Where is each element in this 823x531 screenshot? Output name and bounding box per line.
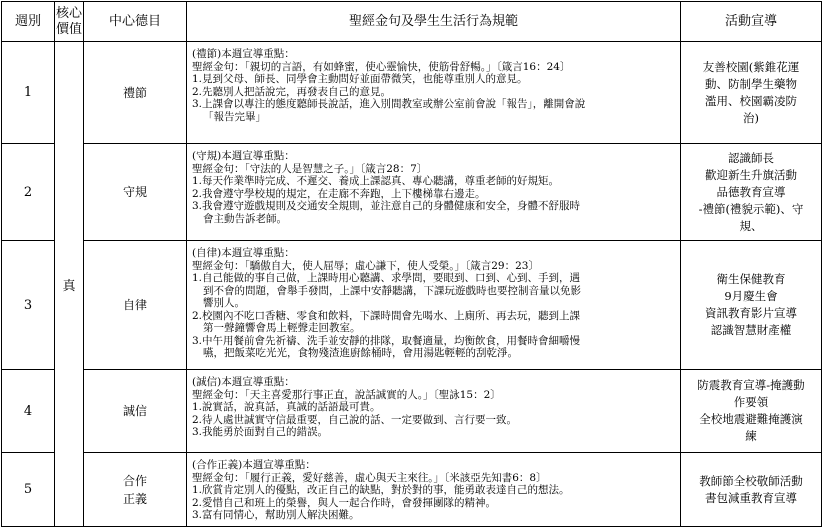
virtue-cell [84, 370, 187, 453]
weekly-schedule-table [1, 1, 822, 527]
content-cell [187, 241, 681, 370]
week-number: 3 [2, 241, 55, 370]
content-line: 2.先聽別人把話說完，再發表自己的意見。 [192, 85, 392, 98]
virtue-line: 禮節 [122, 85, 147, 100]
table-row [2, 453, 822, 527]
activity-line: 作要領 [733, 395, 769, 409]
table-row [2, 42, 822, 144]
header-core-value-line: 價值 [55, 21, 82, 37]
activity-line: 歡迎新生升旗活動 [705, 167, 797, 182]
content-line: 3.我能勇於面對自己的錯誤。 [192, 426, 329, 438]
virtue-line: 正義 [122, 491, 147, 506]
content-cell [187, 42, 681, 144]
table-row [2, 241, 822, 370]
activity-line: 友善校園(紫錐花運 [702, 59, 800, 74]
week-number: 4 [2, 370, 55, 453]
activity-line: 認識智慧財產權 [710, 323, 792, 337]
activity-cell [681, 42, 822, 144]
activity-line: -禮節(禮貌示範)、守 [698, 201, 804, 216]
activity-line: 認識師長 [728, 150, 774, 165]
header-core-value [55, 2, 84, 42]
table-row [2, 370, 822, 453]
content-line: 3.上課會以專注的態度聽師長說話，進入別間教室或辦公室前會說「報告」，離開會說 [192, 98, 586, 110]
content-cell [187, 144, 681, 241]
content-line: 3.中午用餐前會先祈禱、洗手並安靜的排隊，取餐適量，均衡飲食，用餐時會細嚼慢 [192, 334, 581, 347]
content-line: 聖經金句：「驕傲自大，使人屈辱；虛心謙下，使人受榮。」〔箴言29：23〕 [192, 259, 539, 272]
header-row [2, 2, 822, 42]
core-value-cell: 真 [55, 42, 84, 527]
content-line: 1.自己能做的事自己做，上課時用心聽講、求學問，要眼到、口到、心到、手到，遇 [192, 272, 581, 284]
content-cell [187, 370, 681, 453]
content-line: 第一聲鐘響會馬上輕聲走回教室。 [203, 322, 361, 334]
virtue-line: 自律 [122, 298, 147, 312]
table-row [2, 144, 822, 241]
content-line: 聖經金句：「天主喜愛那行事正直，說話誠實的人。」〔聖詠15：2〕 [192, 388, 501, 401]
content-line: 「報告完畢」 [203, 110, 266, 123]
content-line: (誠信)本週宣導重點： [192, 376, 295, 388]
activity-line: 資訊教育影片宣導 [705, 306, 797, 320]
content-line: 2.待人處世誠實守信最重要，自己說的話、一定要做到、言行要一致。 [192, 413, 518, 426]
content-line: 3.富有同情心，幫助別人解決困難。 [192, 509, 360, 521]
virtue-cell [84, 144, 187, 241]
content-line: 會主動告訴老師。 [203, 212, 287, 225]
content-line: 聖經金句：「守法的人是智慧之子。」〔箴言28：7〕 [192, 162, 428, 175]
activity-line: 練 [745, 429, 757, 443]
activity-line: 教師節全校敬師活動 [699, 473, 803, 488]
virtue-line: 誠信 [122, 404, 147, 418]
activity-line: 規、 [739, 218, 763, 233]
activity-line: 治) [743, 110, 759, 125]
week-number: 1 [2, 42, 55, 144]
header-virtue: 中心德目 [84, 2, 187, 42]
header-activity: 活動宣導 [681, 2, 822, 42]
activity-line: 品德教育宣導 [716, 184, 786, 199]
activity-line: 全校地震避難掩護演 [699, 412, 803, 426]
virtue-line: 合作 [122, 473, 147, 488]
activity-line: 防震教育宣導-掩護動 [697, 378, 805, 392]
virtue-cell [84, 241, 187, 370]
content-line: 到不會的問題，會舉手發問，上課中安靜聽講，下課玩遊戲時也要控制音量以免影 [203, 284, 581, 297]
header-week: 週別 [2, 2, 55, 42]
activity-cell [681, 370, 822, 453]
activity-line: 9月慶生會 [724, 289, 778, 303]
content-line: 響別人。 [203, 297, 245, 309]
content-line: 聖經金句：「親切的言語，有如蜂蜜，使心靈愉快，使筋骨舒暢。」〔箴言16：24〕 [192, 60, 571, 73]
activity-line: 書包減重教育宣導 [705, 490, 797, 505]
content-line: 3.我會遵守遊戲規則及交通安全規則，並注意自己的身體健康和安全，身體不舒服時 [192, 200, 581, 212]
content-line: 1.見到父母、師長、同學會主動問好並面帶微笑，也能尊重別人的意見。 [192, 73, 528, 85]
content-line: (自律)本週宣導重點： [192, 247, 295, 259]
header-content: 聖經金句及學生生活行為規範 [187, 2, 681, 42]
content-line: (守規)本週宣導重點： [192, 150, 295, 162]
virtue-line: 守規 [122, 185, 147, 199]
activity-cell [681, 241, 822, 370]
content-line: 聖經金句：「履行正義，愛好慈善，虛心與天主來往。」〔米該亞先知書6：8〕 [192, 471, 547, 484]
content-line: 2.我會遵守學校規的規定，在走廊不奔跑，上下樓梯靠右邊走。 [192, 187, 486, 200]
content-line: (合作正義)本週宣導重點： [192, 459, 316, 471]
activity-line: 濫用、校園霸凌防 [705, 93, 797, 108]
virtue-cell [84, 453, 187, 527]
content-line: 1.欣賞肯定別人的優點，改正自己的缺點，對於對的事，能勇敢表達自己的想法。 [192, 484, 570, 496]
content-line: (禮節)本週宣導重點： [192, 48, 295, 60]
content-line: 2.校園內不吃口香糖、零食和飲料，下課時間會先喝水、上廁所、再去玩，聽到上課 [192, 309, 581, 322]
virtue-cell [84, 42, 187, 144]
week-number: 2 [2, 144, 55, 241]
content-line: 嚥，把飯菜吃光光，食物殘渣進廚餘桶時，會用湯匙輕輕的刮乾淨。 [203, 347, 518, 359]
content-cell [187, 453, 681, 527]
header-core-value-line: 核心 [55, 5, 82, 21]
activity-cell [681, 453, 822, 527]
activity-line: 衛生保健教育 [716, 272, 786, 286]
content-line: 1.每天作業準時完成、不遲交、養成上課認真、專心聽講，尊重老師的好規矩。 [192, 175, 560, 187]
activity-cell [681, 144, 822, 241]
content-line: 2.愛惜自己和班上的榮譽，與人一起合作時，會發揮團隊的精神。 [192, 496, 497, 509]
content-line: 1.說實話，說真話，真誠的話語最可貴。 [192, 401, 381, 413]
activity-line: 動、防制學生藥物 [705, 76, 797, 91]
week-number: 5 [2, 453, 55, 527]
